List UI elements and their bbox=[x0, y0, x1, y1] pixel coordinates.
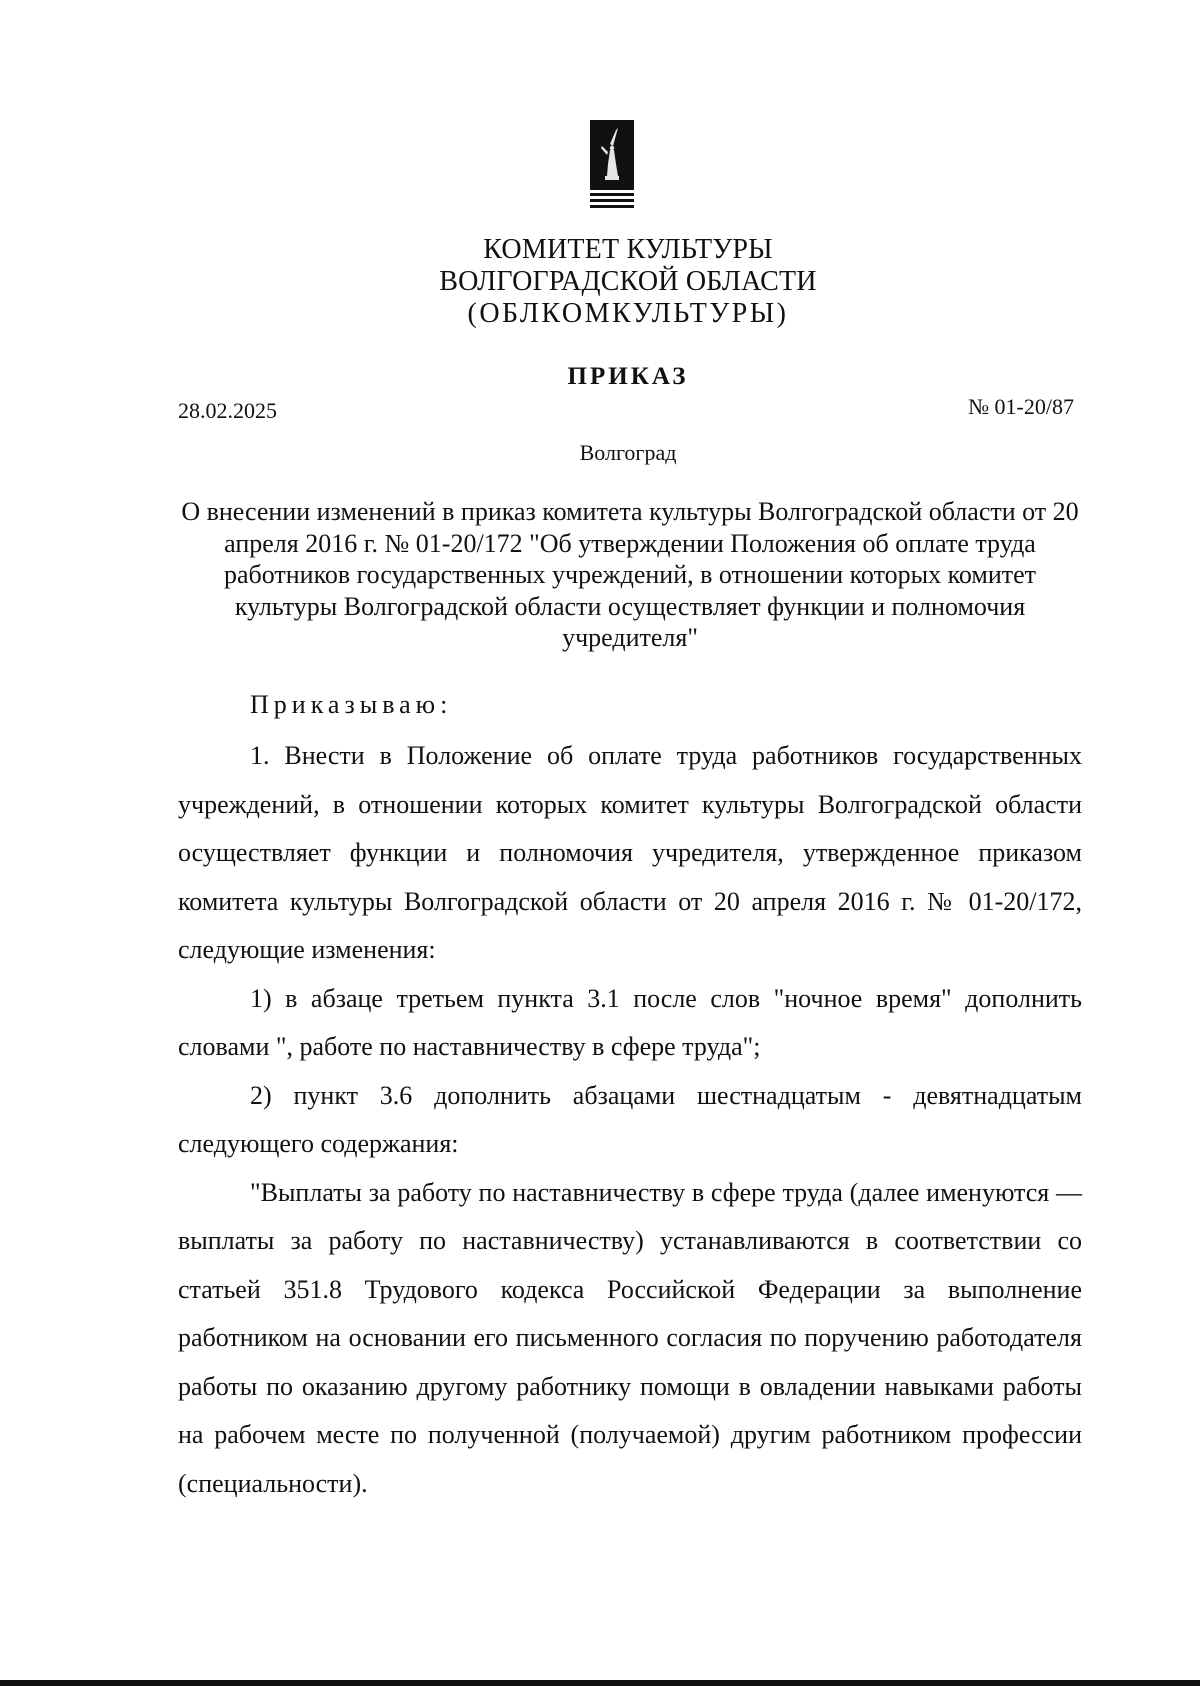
organization-short-name: (ОБЛКОМКУЛЬТУРЫ) bbox=[467, 298, 789, 329]
document-date: 28.02.2025 bbox=[178, 398, 277, 423]
paragraph-subitem-2: 2) пункт 3.6 дополнить абзацами шестнадцатым - девятнадцатым следующего содержания: bbox=[178, 1080, 1082, 1158]
paragraph-item-1: 1. Внести в Положение об оплате труда работников государственных учреждений, в отношении которых комитет культуры Волгоградской области осуществляет функции и полномочия учредителя, утвержденное приказом комитета культуры Волгоградской области от 20 апреля 2016 г. № 01-20/172, следующие изменения: bbox=[178, 741, 1082, 964]
paragraph-subitem-1: 1) в абзаце третьем пункта 3.1 после слов "ночное время" дополнить словами ", работе по наставничеству в сфере труда"; bbox=[178, 983, 1082, 1061]
organization-name-line-1: КОМИТЕТ КУЛЬТУРЫ bbox=[483, 234, 773, 265]
document-subject: О внесении изменений в приказ комитета культуры Волгоградской области от 20 апреля 2016 г. № 01-20/172 "Об утверждении Положения об оплате труда работников государственных учреждений, в отношении которых комитет культуры Волгоградской области осуществляет функции и полномочия учредителя" bbox=[181, 497, 1079, 652]
paragraph-quoted-amendment: "Выплаты за работу по наставничеству в сфере труда (далее именуются — выплаты за работу по наставничеству) устанавливаются в соответствии со статьей 351.8 Трудового кодекса Российской Федерации за выполнение работником на основании его письменного согласия по поручению работодателя работы по оказанию другому работнику помощи в овладении навыками работы на рабочем месте по полученной (получаемой) другим работником профессии (специальности). bbox=[178, 1177, 1082, 1498]
page-bottom-edge bbox=[0, 1680, 1200, 1686]
document-number: № 01-20/87 bbox=[968, 394, 1074, 419]
document-type-title: ПРИКАЗ bbox=[567, 363, 689, 390]
volgograd-coat-of-arms-icon bbox=[588, 118, 636, 214]
order-intro: Приказываю: bbox=[250, 690, 453, 719]
organization-name-line-2: ВОЛГОГРАДСКОЙ ОБЛАСТИ bbox=[439, 266, 817, 297]
document-city: Волгоград bbox=[579, 440, 677, 465]
document-body bbox=[178, 732, 1082, 1508]
